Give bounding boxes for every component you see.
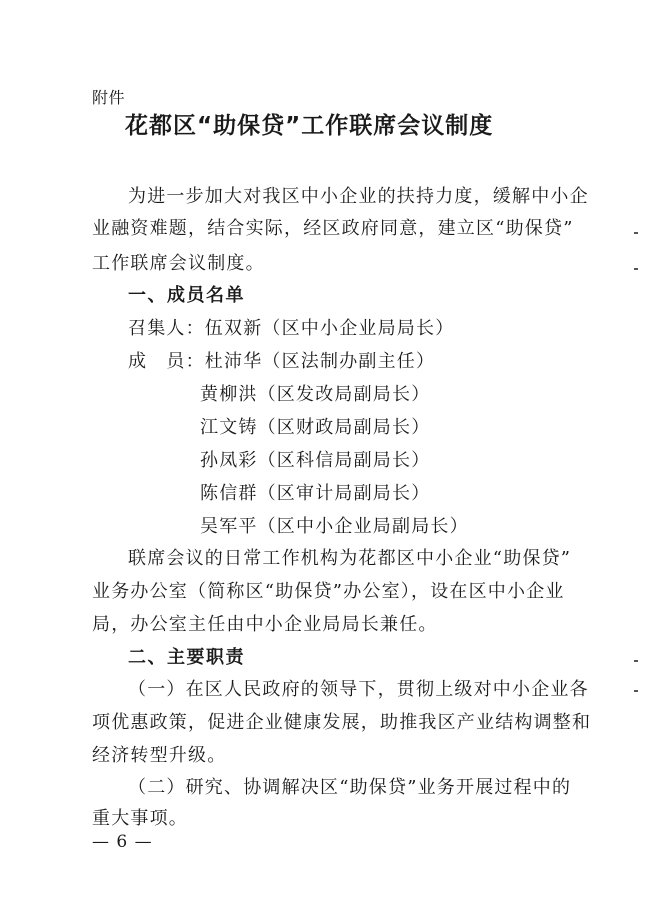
document-title: 花都区“助保贷”工作联席会议制度 <box>125 113 494 139</box>
intro-line: 工作联席会议制度。 <box>92 253 265 274</box>
page-number: — 6 — <box>92 832 153 852</box>
duty-line: 重大事项。 <box>92 808 188 829</box>
member-line: 陈信群（区审计局副局长） <box>200 483 431 504</box>
duty-line: （一）在区人民政府的领导下，贯彻上级对中小企业各 <box>128 679 589 700</box>
margin-mark <box>634 690 638 692</box>
margin-mark <box>634 232 638 234</box>
member-line: 吴军平（区中小企业局副局长） <box>200 516 469 537</box>
attachment-label: 附件 <box>92 88 126 107</box>
office-line: 业务办公室（简称区“助保贷”办公室），设在区中小企业 <box>92 581 565 602</box>
office-line: 联席会议的日常工作机构为花都区中小企业“助保贷” <box>128 548 572 569</box>
intro-line: 业融资难题，结合实际，经区政府同意，建立区“助保贷” <box>92 218 574 239</box>
member-line: 孙凤彩（区科信局副局长） <box>200 450 431 471</box>
margin-mark <box>634 660 638 662</box>
member-line: 江文铸（区财政局副局长） <box>200 417 431 438</box>
margin-mark <box>634 268 638 270</box>
section-heading-members: 一、成员名单 <box>128 285 245 306</box>
convener-line: 召集人：伍双新（区中小企业局局长） <box>128 318 455 339</box>
duty-line: 经济转型升级。 <box>92 745 227 766</box>
intro-line: 为进一步加大对我区中小企业的扶持力度，缓解中小企 <box>128 186 589 207</box>
office-line: 局，办公室主任由中小企业局局长兼任。 <box>92 614 438 635</box>
section-heading-duties: 二、主要职责 <box>128 647 245 668</box>
duty-line: 项优惠政策，促进企业健康发展，助推我区产业结构调整和 <box>92 712 592 733</box>
duty-line: （二）研究、协调解决区“助保贷”业务开展过程中的 <box>128 777 572 798</box>
member-line: 黄柳洪（区发改局副局长） <box>200 384 431 405</box>
member-line: 成 员：杜沛华（区法制办副主任） <box>128 351 436 372</box>
